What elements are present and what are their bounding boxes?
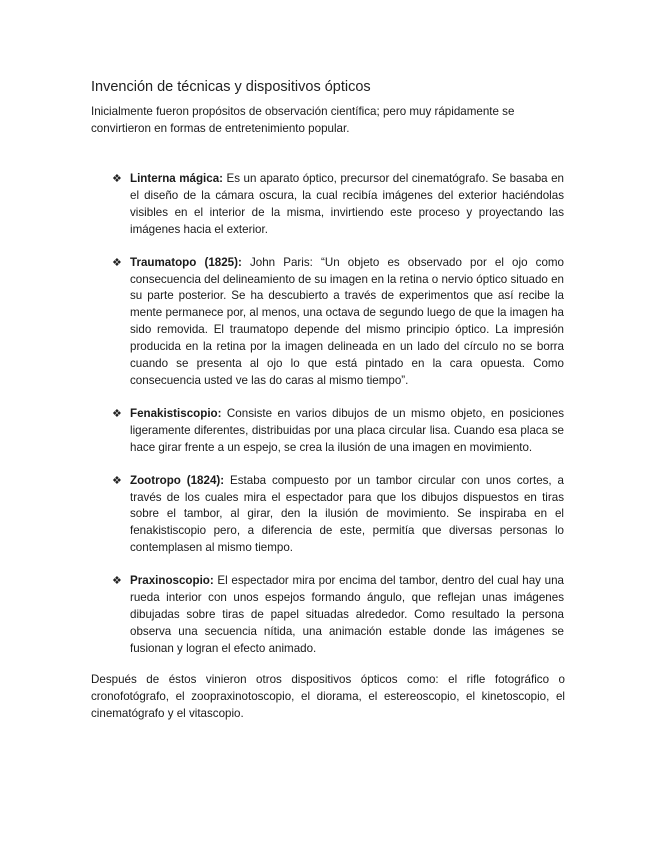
four-diamond-bullet-icon: ❖ (112, 575, 122, 588)
page-title: Invención de técnicas y dispositivos ópticos (91, 79, 371, 95)
list-item (0, 255, 655, 390)
four-diamond-bullet-icon: ❖ (112, 173, 122, 185)
list-item-description: Consiste en varios dibujos de un mismo objeto, en posiciones ligeramente diferentes, distribuidas por una placa circular lisa. Cuando esa placa se hace girar frente a un espejo, se crea la ilusión de una imagen en movimiento. (130, 406, 564, 454)
four-diamond-bullet-icon: ❖ (112, 474, 122, 487)
list-item-description: Es un aparato óptico, precursor del cinematógrafo. Se basaba en el diseño de la cámara oscura, la cual recibía imágenes del exterior haciéndolas visibles en el interior de la misma, invirtiendo este proceso y proyectando las imágenes hacia el exterior. (130, 172, 565, 236)
list-item (0, 406, 655, 457)
list-item-description: John Paris: “Un objeto es observado por el ojo como consecuencia del delineamiento de su imagen en la retina o nervio óptico situado en su parte posterior. Se ha descubierto a través de experimentos que así recibe la mente permanece por, al menos, una octava de segundo luego de que la imagen ha sido removida. El traumatopo depende del mismo principio óptico. La impresión producida en la retina por la imagen delineada en un lado del círculo no se borra cuando se presenta al ojo lo que está pintado en la cara opuesta. Como consecuencia usted ve las do caras al mismo tiempo”. (130, 255, 564, 387)
list-item-term: Traumatopo (1825): (130, 255, 242, 269)
list-item-term: Linterna mágica: (130, 172, 224, 185)
list-item (0, 171, 655, 239)
list-item-text (130, 255, 564, 390)
list-item-term: Praxinoscopio: (130, 574, 214, 588)
list-item-term: Fenakistiscopio: (130, 406, 222, 420)
list-item-text (130, 573, 564, 658)
intro-paragraph: Inicialmente fueron propósitos de observación científica; pero muy rápidamente se convirtieron en formas de entretenimiento popular. (91, 105, 515, 135)
list-item-term: Zootropo (1824): (130, 473, 225, 487)
list-item (0, 573, 655, 658)
list-item-text (130, 171, 564, 239)
four-diamond-bullet-icon: ❖ (112, 407, 122, 420)
four-diamond-bullet-icon: ❖ (112, 256, 122, 269)
list-item-description: Estaba compuesto por un tambor circular con unos cortes, a través de los cuales mira el espectador para que los dibujos dispuestos en tiras sobre el tambor, al girar, den la ilusión de movimiento. Se inspiraba en el fenakistiscopio pero, a diferencia de este, permitía que diversas personas lo contemplasen al mismo tiempo. (130, 473, 564, 555)
list-item-text (130, 406, 564, 457)
list-item-text (130, 473, 564, 558)
closing-paragraph: Después de éstos vinieron otros dispositivos ópticos como: el rifle fotográfico o cronofotógrafo, el zoopraxinotoscopio, el diorama, el estereoscopio, el kinetoscopio, el cinematógrafo y el vitascopio. (91, 673, 565, 720)
device-list (0, 171, 655, 674)
list-item (0, 473, 655, 558)
list-item-description: El espectador mira por encima del tambor, dentro del cual hay una rueda interior con unos espejos formando ángulo, que reflejan unas imágenes dibujadas sobre tiras de papel situadas alrededor. Como resultado la persona observa una secuencia nítida, una animación estable donde las imágenes se fusionan y logran el efecto animado. (130, 574, 564, 655)
